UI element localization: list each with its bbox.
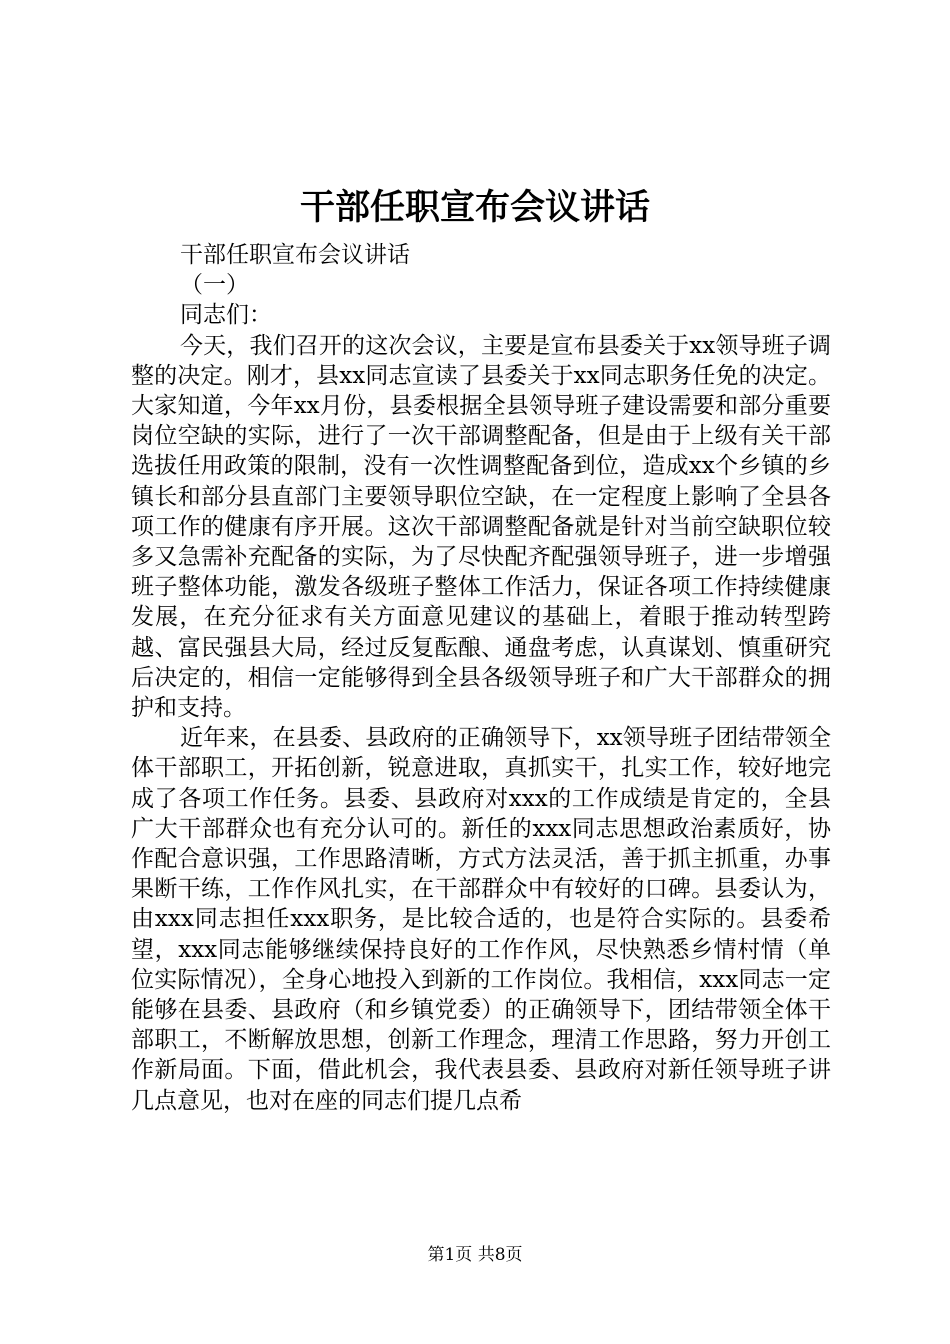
paragraph-1: 今天，我们召开的这次会议，主要是宣布县委关于xx领导班子调整的决定。刚才，县xx同志宣读了县委关于xx同志职务任免的决定。大家知道，今年xx月份，县委根据全县领导班子建设需要和部分重要岗位空缺的实际，进行了一次干部调整配备，但是由于上级有关干部选拔任用政策的限制，没有一次性调整配备到位，造成xx个乡镇的乡镇长和部分县直部门主要领导职位空缺，在一定程度上影响了全县各项工作的健康有序开展。这次干部调整配备就是针对当前空缺职位较多又急需补充配备的实际，为了尽快配齐配强领导班子，进一步增强班子整体功能，激发各级班子整体工作活力，保证各项工作持续健康发展，在充分征求有关方面意见建议的基础上，着眼于推动转型跨越、富民强县大局，经过反复酝酿、通盘考虑，认真谋划、慎重研究后决定的，相信一定能够得到全县各级领导班子和广大干部群众的拥护和支持。 <box>131 332 831 722</box>
document-subtitle: 干部任职宣布会议讲话 <box>180 242 410 268</box>
section-number: （一） <box>180 272 249 299</box>
salutation: 同志们： <box>180 302 272 329</box>
document-body <box>131 240 831 1116</box>
page-footer: 第1页 共8页 <box>427 1245 523 1265</box>
document-title: 干部任职宣布会议讲话 <box>299 187 650 228</box>
paragraph-2: 近年来，在县委、县政府的正确领导下，xx领导班子团结带领全体干部职工，开拓创新，锐意进取，真抓实干，扎实工作，较好地完成了各项工作任务。县委、县政府对xxx的工作成绩是肯定的，全县广大干部群众也有充分认可的。新任的xxx同志思想政治素质好，协作配合意识强，工作思路清晰，方式方法灵活，善于抓主抓重，办事果断干练，工作作风扎实，在干部群众中有较好的口碑。县委认为，由xxx同志担任xxx职务，是比较合适的，也是符合实际的。县委希望，xxx同志能够继续保持良好的工作作风，尽快熟悉乡情村情（单位实际情况），全身心地投入到新的工作岗位。我相信，xxx同志一定能够在县委、县政府（和乡镇党委）的正确领导下，团结带领全体干部职工，不断解放思想，创新工作理念，理清工作思路，努力开创工作新局面。下面，借此机会，我代表县委、县政府对新任领导班子讲几点意见，也对在座的同志们提几点希 <box>131 725 831 1114</box>
